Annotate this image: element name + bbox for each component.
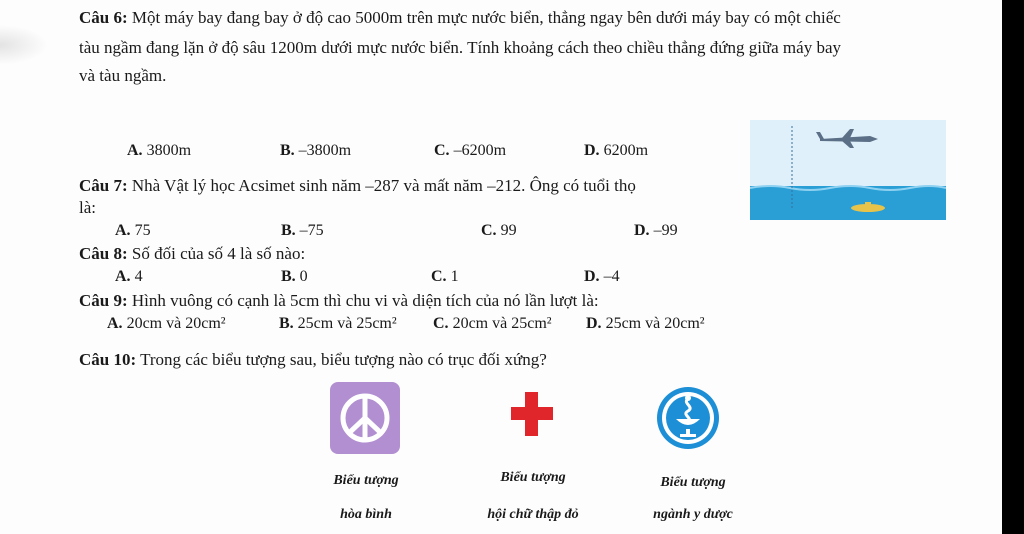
sea-area bbox=[750, 186, 946, 220]
q6-option-b: B. –3800m bbox=[280, 142, 352, 159]
q7-option-a: A. 75 bbox=[115, 222, 151, 239]
airplane-submarine-illustration bbox=[750, 120, 946, 220]
caption-pharmacy-bottom: ngành y dược bbox=[653, 507, 733, 522]
q8-option-a: A. 4 bbox=[115, 268, 143, 285]
q6-line-3: và tàu ngầm. bbox=[79, 66, 167, 85]
q8-option-c: C. 1 bbox=[431, 268, 459, 285]
peace-icon bbox=[330, 382, 400, 454]
red-cross-box bbox=[508, 388, 556, 440]
q6-option-a: A. 3800m bbox=[127, 142, 192, 159]
caption-cross-bottom: hội chữ thập đỏ bbox=[487, 507, 579, 522]
pharmacy-symbol-box bbox=[655, 385, 721, 451]
q8-option-b: B. 0 bbox=[281, 268, 308, 285]
q7-option-c: C. 99 bbox=[481, 222, 517, 239]
q8-text-1: Số đối của số 4 là số nào: bbox=[127, 244, 306, 263]
sky-area bbox=[750, 120, 946, 188]
q8-number: Câu 8: bbox=[79, 244, 128, 263]
caption-pharmacy-top: Biểu tượng bbox=[660, 475, 726, 490]
q7-option-b: B. –75 bbox=[281, 222, 324, 239]
q10-text-1: Trong các biểu tượng sau, biểu tượng nào có trục đối xứng? bbox=[136, 350, 547, 369]
q8-option-d: D. –4 bbox=[584, 268, 620, 285]
red-cross-icon bbox=[508, 388, 556, 440]
q9-option-c: C. 20cm và 25cm² bbox=[433, 315, 552, 332]
pharmacy-icon bbox=[655, 385, 721, 451]
q6-option-d: D. 6200m bbox=[584, 142, 649, 159]
q7-number: Câu 7: bbox=[79, 176, 128, 195]
q9-number: Câu 9: bbox=[79, 291, 128, 310]
caption-cross-top: Biểu tượng bbox=[500, 470, 566, 485]
peace-symbol-box bbox=[330, 382, 400, 454]
q6-line-2: tàu ngầm đang lặn ở độ sâu 1200m dưới mực nước biển. Tính khoảng cách theo chiều thẳng đứng giữa máy bay bbox=[79, 38, 841, 57]
caption-peace-top: Biểu tượng bbox=[333, 473, 399, 488]
page-edge-shadow bbox=[0, 25, 48, 65]
q7-text-1: Nhà Vật lý học Acsimet sinh năm –287 và mất năm –212. Ông có tuổi thọ bbox=[127, 176, 636, 195]
q9-text-1: Hình vuông có cạnh là 5cm thì chu vi và diện tích của nó lần lượt là: bbox=[127, 291, 599, 310]
q9-option-d: D. 25cm và 20cm² bbox=[586, 315, 705, 332]
q9-option-a: A. 20cm và 20cm² bbox=[107, 315, 226, 332]
q6-number: Câu 6: bbox=[79, 8, 128, 27]
q10-line-1 bbox=[79, 350, 547, 370]
q9-option-b: B. 25cm và 25cm² bbox=[279, 315, 397, 332]
q7-option-d: D. –99 bbox=[634, 222, 678, 239]
q6-option-c: C. –6200m bbox=[434, 142, 507, 159]
q7-line-1 bbox=[79, 176, 636, 196]
q9-line-1 bbox=[79, 291, 599, 311]
q6-text-1: Một máy bay đang bay ở độ cao 5000m trên mực nước biển, thẳng ngay bên dưới máy bay có một chiếc bbox=[127, 8, 841, 27]
q10-number: Câu 10: bbox=[79, 350, 137, 369]
q6-line-1 bbox=[79, 8, 841, 28]
q8-line-1 bbox=[79, 244, 305, 264]
caption-peace-bottom: hòa bình bbox=[340, 507, 392, 522]
q7-line-2: là: bbox=[79, 198, 96, 217]
